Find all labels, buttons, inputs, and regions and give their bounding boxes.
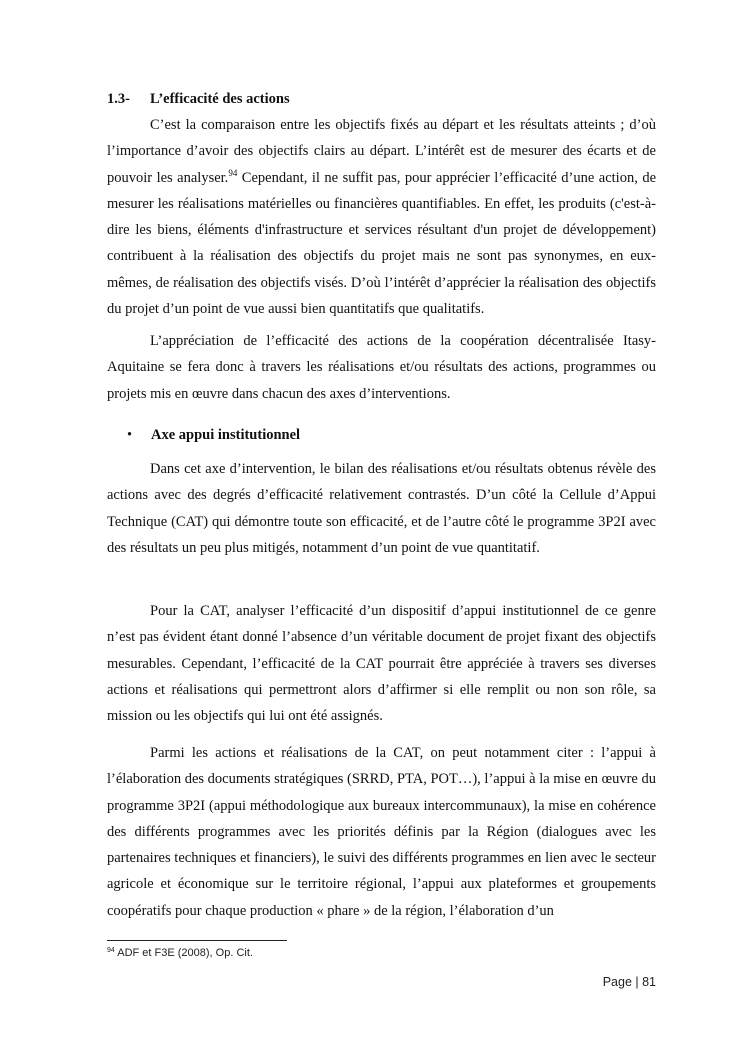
paragraph-2: L’appréciation de l’efficacité des actions de la coopération décentralisée Itasy-Aquitaine se fera donc à travers les réalisations et/ou résultats des actions, programmes ou projets mis en œuvre dans chacun des axes d’interventions. (107, 333, 656, 402)
section-title: L’efficacité des actions (150, 91, 290, 107)
paragraph-1 (107, 112, 656, 322)
bullet-label: Axe appui institutionnel (151, 427, 301, 443)
page-number: Page | 81 (602, 975, 656, 989)
paragraph-5: Parmi les actions et réalisations de la CAT, on peut notamment citer : l’appui à l’élaboration des documents stratégiques (SRRD, PTA, POT…), l’appui à la mise en œuvre du programme 3P2I (appui méthodologique aux bureaux intercommunaux), la mise en cohérence des différents programmes avec les priorités définis par la Région (dialogues avec les partenaires techniques et financiers), le suivi des différents programmes en lien avec le secteur agricole et économique sur le territoire régional, l’appui aux plateformes et groupements coopératifs pour chaque production « phare » de la région, l’élaboration d’un (107, 745, 656, 919)
paragraph-3: Dans cet axe d’intervention, le bilan des réalisations et/ou résultats obtenus révèle des actions avec des degrés d’efficacité relativement contrastés. D’un côté la Cellule d’Appui Technique (CAT) qui démontre toute son efficacité, et de l’autre côté le programme 3P2I avec des résultats un peu plus mitigés, notamment d’un point de vue quantitatif. (107, 461, 656, 556)
paragraph-1-start: C’est la comparaison entre les objectifs fixés au départ et les résultats atteints ; d’où l’importance d’avoir des objectifs clairs au départ. L’intérêt est de mesurer des écarts et de pouvoir les analyser. (107, 117, 656, 186)
bullet-item (127, 425, 300, 445)
paragraph-4: Pour la CAT, analyser l’efficacité d’un dispositif d’appui institutionnel de ce genre n’est pas évident étant donné l’absence d’un véritable document de projet fixant des objectifs mesurables. Cependant, l’efficacité de la CAT pourrait être appréciée à travers ses diverses actions et réalisations qui permettront alors d’affirmer si elle remplit ou non son rôle, sa mission ou les objectifs qui lui ont été assignés. (107, 603, 656, 725)
section-number: 1.3- (107, 91, 130, 107)
bullet-icon: • (127, 427, 133, 443)
paragraph-1-end: Cependant, il ne suffit pas, pour apprécier l’efficacité d’une action, de mesurer les réalisations matérielles ou financières quantifiables. En effet, les produits (c'est-à-dire les biens, éléments d'infrastructure et services résultant d'un projet de développement) contribuent à la réalisation des objectifs du projet mais ne sont pas synonymes, en eux-mêmes, de réalisation des objectifs visés. D’où l’intérêt d’apprécier la réalisation des objectifs du projet d’un point de vue aussi bien quantitatifs que qualitatifs. (107, 169, 657, 318)
footnote-number: 94 (107, 947, 115, 954)
section-heading (107, 89, 290, 109)
footnote-separator (107, 940, 287, 941)
footnote-text: ADF et F3E (2008), Op. Cit. (114, 947, 253, 959)
footnote-reference[interactable]: 94 (228, 167, 238, 178)
footnote (107, 947, 253, 959)
